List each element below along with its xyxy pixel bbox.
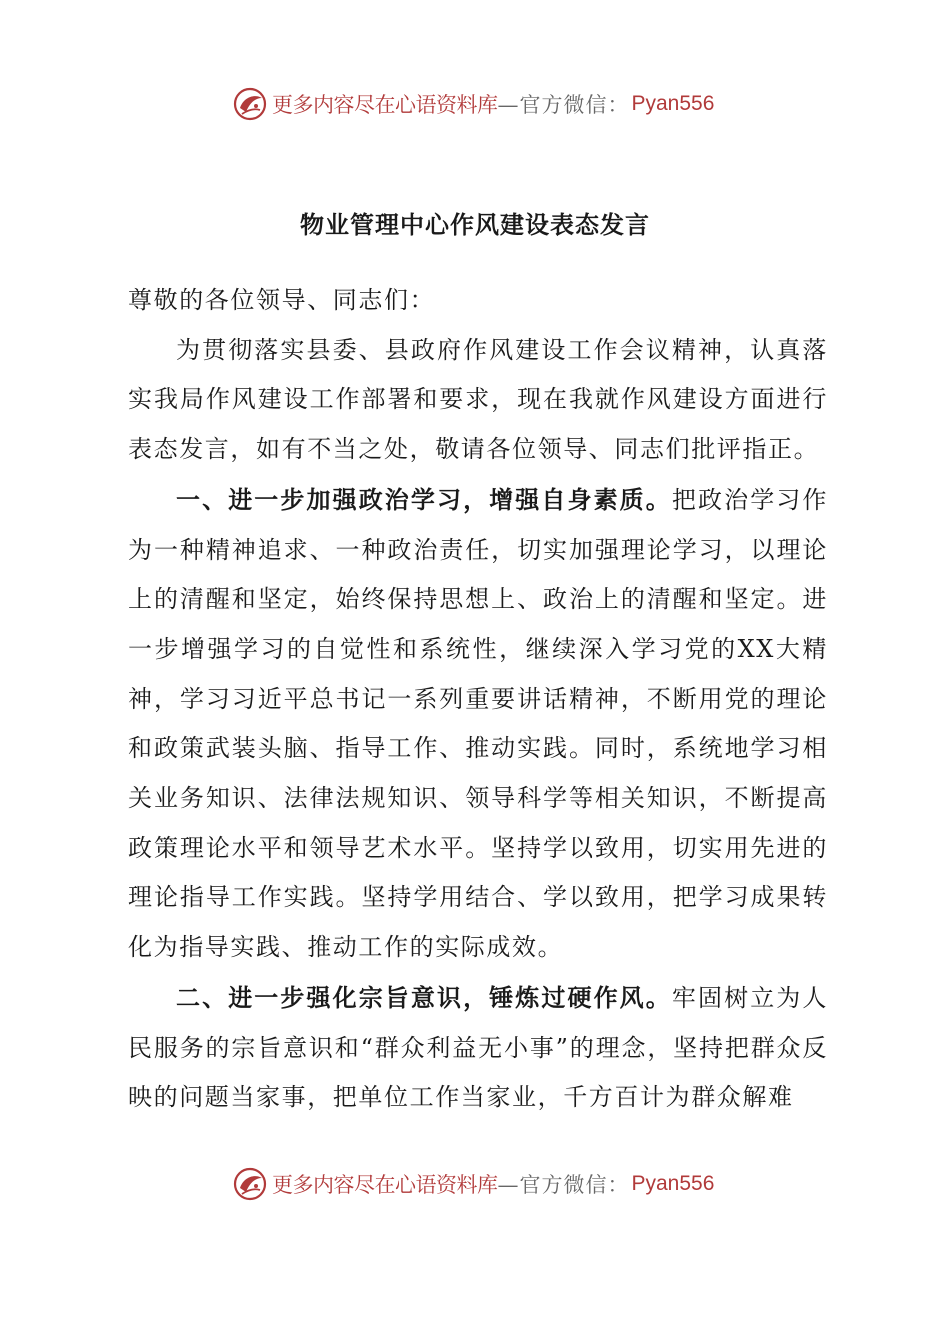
watermark-wechat-id: Pyan556 bbox=[631, 1172, 715, 1195]
intro-paragraph: 为贯彻落实县委、县政府作风建设工作会议精神，认真落实我局作风建设工作部署和要求，现在我就作风建设方面进行表态发言，如有不当之处，敬请各位领导、同志们批评指正。 bbox=[128, 335, 828, 464]
section-2-body: 牢固树立为人民服务的宗旨意识和“群众利益无小事”的理念，坚持把群众反映的问题当家事，把单位工作当家业，千方百计为群众解难 bbox=[128, 983, 828, 1112]
section-2-heading: 二、进一步强化宗旨意识，锤炼过硬作风。 bbox=[176, 982, 672, 1012]
watermark-main-text: 更多内容尽在心语资料库 bbox=[272, 1173, 498, 1197]
brand-logo-icon bbox=[232, 86, 268, 122]
section-1-heading: 一、进一步加强政治学习，增强自身素质。 bbox=[176, 484, 672, 514]
header-watermark bbox=[232, 84, 714, 124]
footer-watermark bbox=[232, 1164, 714, 1204]
watermark-main-text: 更多内容尽在心语资料库 bbox=[272, 93, 498, 117]
brand-logo-icon bbox=[232, 1166, 268, 1202]
section-2-paragraph bbox=[128, 973, 828, 1123]
salutation: 尊敬的各位领导、同志们： bbox=[128, 286, 436, 314]
watermark-sub-text: —官方微信： bbox=[497, 1173, 630, 1197]
section-1-paragraph bbox=[128, 475, 828, 973]
watermark-wechat-id: Pyan556 bbox=[631, 92, 715, 115]
watermark-sub-text: —官方微信： bbox=[497, 93, 630, 117]
document-body bbox=[128, 276, 828, 1123]
section-1-body: 把政治学习作为一种精神追求、一种政治责任，切实加强理论学习，以理论上的清醒和坚定，始终保持思想上、政治上的清醒和坚定。进一步增强学习的自觉性和系统性，继续深入学习党的XX大精神，学习习近平总书记一系列重要讲话精神，不断用党的理论和政策武装头脑、指导工作、推动实践。同时，系统地学习相关业务知识、法律法规知识、领导科学等相关知识，不断提高政策理论水平和领导艺术水平。坚持学以致用，切实用先进的理论指导工作实践。坚持学用结合、学以致用，把学习成果转化为指导实践、推动工作的实际成效。 bbox=[128, 485, 828, 962]
document-title: 物业管理中心作风建设表态发言 bbox=[300, 210, 650, 239]
